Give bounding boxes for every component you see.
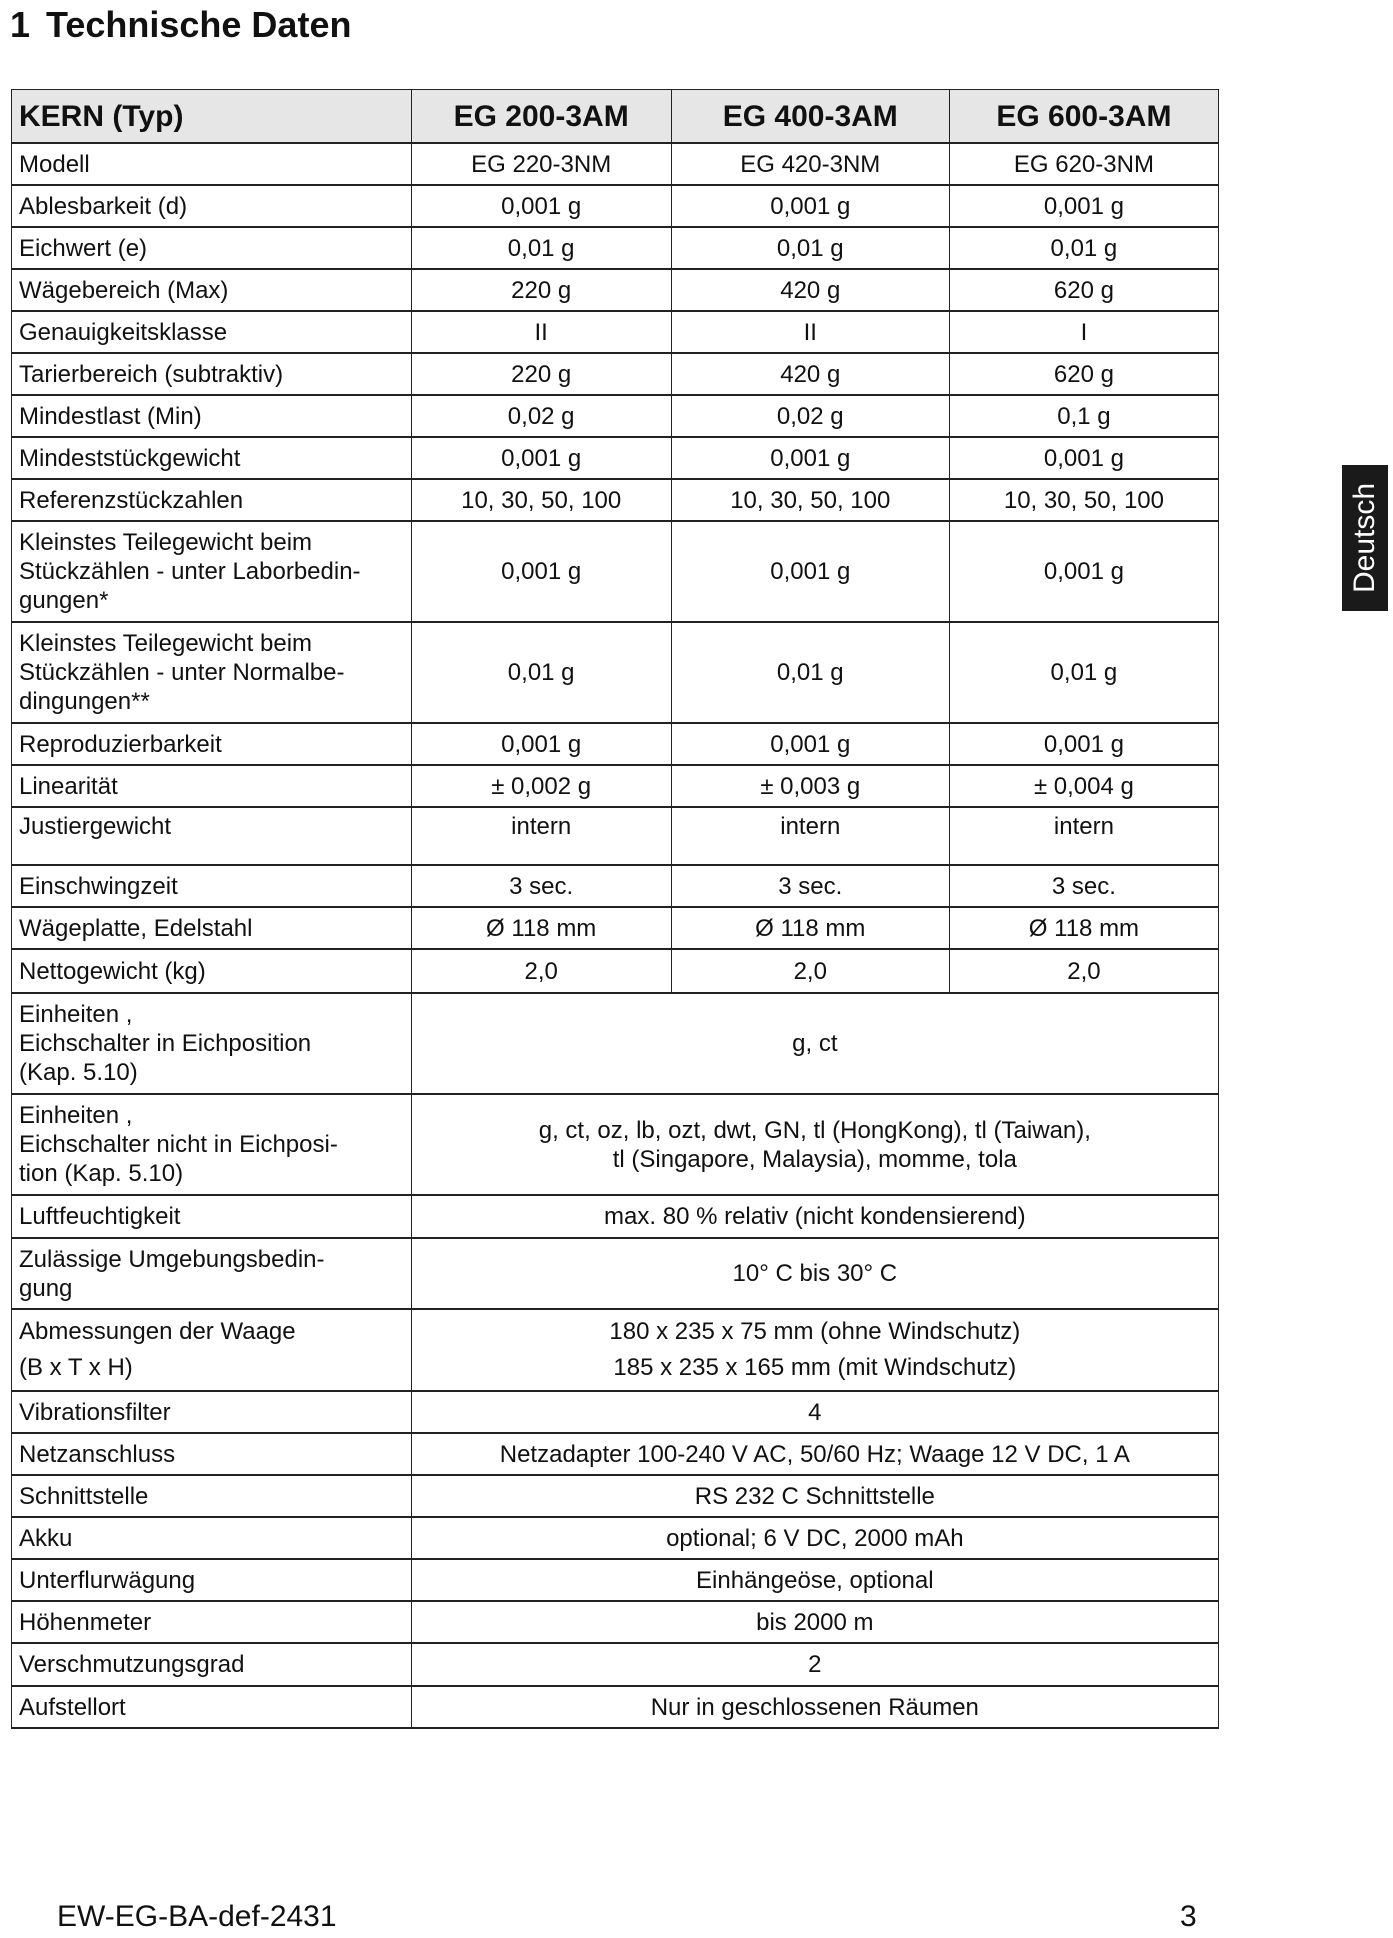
label-line: Kleinstes Teilegewicht beim xyxy=(19,529,313,556)
table-row xyxy=(12,521,1219,622)
cell-value: 0,001 g xyxy=(411,437,671,479)
row-label xyxy=(12,1559,412,1601)
label-line: Stückzählen - unter Normalbe- xyxy=(19,659,345,686)
cell-value: 220 g xyxy=(411,269,671,311)
cell-value: EG 220-3NM xyxy=(411,143,671,185)
label-line: Einheiten , xyxy=(19,1001,133,1028)
table-row xyxy=(12,311,1219,353)
value-line: g, ct xyxy=(792,1030,838,1057)
label-line: Schnittstelle xyxy=(19,1482,149,1510)
section-title: Technische Daten xyxy=(46,4,352,45)
cell-value: 3 sec. xyxy=(949,865,1218,907)
cell-value: 620 g xyxy=(949,269,1218,311)
cell-value: 0,001 g xyxy=(949,185,1218,227)
table-row xyxy=(12,1643,1219,1686)
row-label xyxy=(12,521,412,622)
table-row xyxy=(12,865,1219,907)
section-heading xyxy=(10,4,351,46)
label-line: Aufstellort xyxy=(19,1693,126,1721)
cell-value xyxy=(411,1238,1218,1309)
label-line: Zulässige Umgebungsbedin- xyxy=(19,1245,325,1273)
cell-value: ± 0,003 g xyxy=(671,765,949,807)
cell-value: 0,01 g xyxy=(411,227,671,269)
header-model-1: EG 200-3AM xyxy=(411,90,671,144)
table-row xyxy=(12,269,1219,311)
table-row xyxy=(12,949,1219,993)
table-row xyxy=(12,479,1219,521)
row-label xyxy=(12,1686,412,1728)
cell-value: intern xyxy=(411,807,671,865)
cell-value xyxy=(411,1601,1218,1643)
value-line: tl (Singapore, Malaysia), momme, tola xyxy=(612,1145,1017,1173)
row-label: Nettogewicht (kg) xyxy=(12,949,412,993)
document-code: EW-EG-BA-def-2431 xyxy=(57,1900,337,1933)
table-row xyxy=(12,353,1219,395)
row-label xyxy=(12,1475,412,1517)
cell-value: 0,02 g xyxy=(671,395,949,437)
header-model-2: EG 400-3AM xyxy=(671,90,949,144)
cell-value: 620 g xyxy=(949,353,1218,395)
label-line: Verschmutzungsgrad xyxy=(19,1651,245,1678)
label-line: Unterflurwägung xyxy=(19,1566,196,1594)
row-label: Einschwingzeit xyxy=(12,865,412,907)
row-label: Genauigkeitsklasse xyxy=(12,311,412,353)
cell-value: 0,001 g xyxy=(949,723,1218,765)
cell-value xyxy=(411,1309,1218,1391)
label-line: (Kap. 5.10) xyxy=(19,1059,138,1086)
cell-value: 0,001 g xyxy=(411,723,671,765)
table-row xyxy=(12,1433,1219,1475)
row-label xyxy=(12,1238,412,1309)
cell-value: II xyxy=(671,311,949,353)
row-label: Modell xyxy=(12,143,412,185)
table-row xyxy=(12,622,1219,723)
value-line: Einhängeöse, optional xyxy=(696,1566,934,1594)
row-label: Reproduzierbarkeit xyxy=(12,723,412,765)
value-line: 2 xyxy=(808,1651,822,1678)
cell-value: 0,02 g xyxy=(411,395,671,437)
cell-value: intern xyxy=(671,807,949,865)
cell-value: 2,0 xyxy=(949,949,1218,993)
row-label: Referenzstückzahlen xyxy=(12,479,412,521)
cell-value: 0,001 g xyxy=(671,437,949,479)
label-line: Abmessungen der Waage xyxy=(19,1318,296,1345)
label-line: gung xyxy=(19,1274,73,1302)
cell-value: I xyxy=(949,311,1218,353)
table-row xyxy=(12,437,1219,479)
table-row xyxy=(12,765,1219,807)
table-row xyxy=(12,807,1219,865)
row-label xyxy=(12,1643,412,1686)
table-row xyxy=(12,1238,1219,1309)
language-tab-label: Deutsch xyxy=(1348,482,1381,594)
label-line: tion (Kap. 5.10) xyxy=(19,1160,184,1187)
label-line: Luftfeuchtigkeit xyxy=(19,1203,181,1230)
value-line: 10° C bis 30° C xyxy=(732,1260,898,1287)
row-label xyxy=(12,1517,412,1559)
value-line: RS 232 C Schnittstelle xyxy=(694,1482,935,1510)
row-label: Linearität xyxy=(12,765,412,807)
row-label xyxy=(12,1094,412,1195)
label-line: Höhenmeter xyxy=(19,1608,152,1636)
cell-value: 0,001 g xyxy=(671,185,949,227)
value-line: Netzadapter 100-240 V AC, 50/60 Hz; Waage 12 V DC, 1 A xyxy=(499,1440,1130,1468)
cell-value: Ø 118 mm xyxy=(671,907,949,949)
cell-value: 0,001 g xyxy=(411,521,671,622)
cell-value: 0,01 g xyxy=(671,227,949,269)
cell-value: 2,0 xyxy=(411,949,671,993)
cell-value: 10, 30, 50, 100 xyxy=(671,479,949,521)
row-label: Wägebereich (Max) xyxy=(12,269,412,311)
header-model-3: EG 600-3AM xyxy=(949,90,1218,144)
table-row xyxy=(12,185,1219,227)
cell-value: Ø 118 mm xyxy=(949,907,1218,949)
value-line: 180 x 235 x 75 mm (ohne Windschutz) xyxy=(609,1318,1021,1345)
table-row xyxy=(12,1686,1219,1728)
cell-value xyxy=(411,1475,1218,1517)
cell-value: 10, 30, 50, 100 xyxy=(949,479,1218,521)
table-row xyxy=(12,1601,1219,1643)
cell-value: 0,01 g xyxy=(671,622,949,723)
cell-value: EG 420-3NM xyxy=(671,143,949,185)
row-label: Eichwert (e) xyxy=(12,227,412,269)
cell-value: 0,001 g xyxy=(411,185,671,227)
cell-value: EG 620-3NM xyxy=(949,143,1218,185)
value-line: max. 80 % relativ (nicht kondensierend) xyxy=(604,1203,1026,1230)
cell-value: II xyxy=(411,311,671,353)
value-line: 185 x 235 x 165 mm (mit Windschutz) xyxy=(613,1354,1017,1381)
table-row xyxy=(12,1559,1219,1601)
cell-value: 0,01 g xyxy=(411,622,671,723)
cell-value: 0,001 g xyxy=(949,521,1218,622)
cell-value xyxy=(411,1517,1218,1559)
cell-value xyxy=(411,1559,1218,1601)
cell-value xyxy=(411,1643,1218,1686)
table-row xyxy=(12,723,1219,765)
table-row xyxy=(12,1475,1219,1517)
row-label xyxy=(12,993,412,1094)
cell-value: 3 sec. xyxy=(671,865,949,907)
cell-value: 220 g xyxy=(411,353,671,395)
cell-value: 420 g xyxy=(671,353,949,395)
cell-value xyxy=(411,1433,1218,1475)
row-label xyxy=(12,1195,412,1238)
value-line: Nur in geschlossenen Räumen xyxy=(650,1693,979,1721)
label-line: Eichschalter nicht in Eichposi- xyxy=(19,1131,338,1158)
cell-value: 0,01 g xyxy=(949,227,1218,269)
cell-value xyxy=(411,993,1218,1094)
label-line: (B x T x H) xyxy=(19,1354,133,1381)
label-line: Vibrationsfilter xyxy=(19,1398,171,1426)
table-row xyxy=(12,1391,1219,1433)
value-line: g, ct, oz, lb, ozt, dwt, GN, tl (HongKong), tl (Taiwan), xyxy=(538,1116,1091,1144)
cell-value: 10, 30, 50, 100 xyxy=(411,479,671,521)
cell-value: ± 0,002 g xyxy=(411,765,671,807)
row-label: Wägeplatte, Edelstahl xyxy=(12,907,412,949)
cell-value: 420 g xyxy=(671,269,949,311)
label-line: gungen* xyxy=(19,587,109,614)
row-label xyxy=(12,1433,412,1475)
table-row xyxy=(12,907,1219,949)
cell-value xyxy=(411,1686,1218,1728)
label-line: Stückzählen - unter Laborbedin- xyxy=(19,558,361,585)
row-label: Mindestlast (Min) xyxy=(12,395,412,437)
language-tab xyxy=(1342,465,1388,611)
value-line: bis 2000 m xyxy=(756,1608,874,1636)
header-type: KERN (Typ) xyxy=(12,90,412,144)
cell-value: ± 0,004 g xyxy=(949,765,1218,807)
cell-value: 0,001 g xyxy=(671,723,949,765)
row-label: Mindeststückgewicht xyxy=(12,437,412,479)
label-line: Akku xyxy=(19,1524,73,1552)
table-row xyxy=(12,395,1219,437)
page-number: 3 xyxy=(1180,1900,1197,1933)
table-row xyxy=(12,143,1219,185)
section-number: 1 xyxy=(10,4,31,45)
row-label xyxy=(12,1391,412,1433)
label-line: Eichschalter in Eichposition xyxy=(19,1030,312,1057)
row-label xyxy=(12,1601,412,1643)
cell-value: 0,001 g xyxy=(671,521,949,622)
row-label: Ablesbarkeit (d) xyxy=(12,185,412,227)
cell-value: intern xyxy=(949,807,1218,865)
cell-value xyxy=(411,1195,1218,1238)
cell-value: 2,0 xyxy=(671,949,949,993)
cell-value: 3 sec. xyxy=(411,865,671,907)
table-row xyxy=(12,227,1219,269)
table-row xyxy=(12,1195,1219,1238)
cell-value: 0,001 g xyxy=(949,437,1218,479)
table-row xyxy=(12,1517,1219,1559)
row-label: Justiergewicht xyxy=(12,807,412,865)
cell-value xyxy=(411,1391,1218,1433)
label-line: Einheiten , xyxy=(19,1102,133,1129)
row-label xyxy=(12,622,412,723)
label-line: Netzanschluss xyxy=(19,1440,176,1468)
row-label: Tarierbereich (subtraktiv) xyxy=(12,353,412,395)
table-header-row xyxy=(12,90,1219,144)
label-line: Kleinstes Teilegewicht beim xyxy=(19,630,313,657)
table-row xyxy=(12,993,1219,1094)
cell-value: 0,01 g xyxy=(949,622,1218,723)
table-row xyxy=(12,1094,1219,1195)
cell-value: Ø 118 mm xyxy=(411,907,671,949)
value-line: 4 xyxy=(808,1398,822,1426)
table-row xyxy=(12,1309,1219,1391)
technical-data-table xyxy=(11,89,1219,1729)
row-label xyxy=(12,1309,412,1391)
cell-value xyxy=(411,1094,1218,1195)
label-line: dingungen** xyxy=(19,688,150,715)
value-line: optional; 6 V DC, 2000 mAh xyxy=(666,1524,964,1552)
cell-value: 0,1 g xyxy=(949,395,1218,437)
